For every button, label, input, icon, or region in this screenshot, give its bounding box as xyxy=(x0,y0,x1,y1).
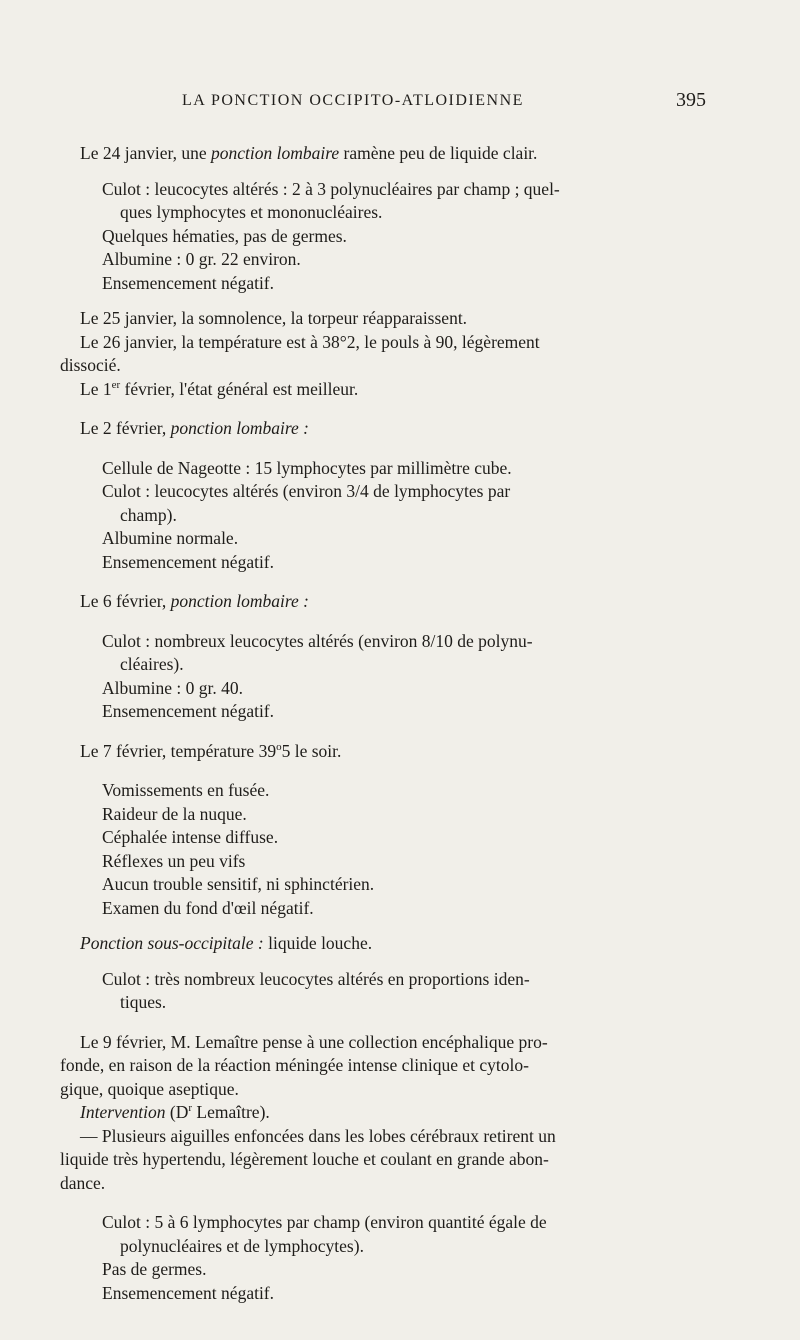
lab-line: Culot : très nombreux leucocytes altérés en proportions iden- xyxy=(102,968,530,989)
page-number: 395 xyxy=(676,89,706,111)
lab-line: Pas de germes. xyxy=(102,1259,207,1279)
lab-line: Cellule de Nageotte : 15 lymphocytes par millimètre cube. xyxy=(102,457,512,478)
paragraph-feb-6 xyxy=(80,590,696,614)
lab-line: Albumine : 0 gr. 40. xyxy=(102,677,243,698)
paragraph-jan-24 xyxy=(80,142,696,166)
text: Le 24 janvier, une xyxy=(80,143,211,163)
lab-line: Ensemencement négatif. xyxy=(102,272,275,293)
lab-block-1 xyxy=(80,178,696,296)
symptom-line: Réflexes un peu vifs xyxy=(102,850,246,871)
lab-line: Ensemencement négatif. xyxy=(102,551,275,572)
lab-line: polynucléaires et de lymphocytes). xyxy=(120,1235,364,1256)
lab-block-3 xyxy=(80,630,696,724)
italic-text: Intervention xyxy=(80,1102,166,1122)
paragraph-jan-25: Le 25 janvier, la somnolence, la torpeur réapparaissent. xyxy=(80,308,468,328)
lab-line: champ). xyxy=(120,504,177,525)
symptom-line: Examen du fond d'œil négatif. xyxy=(102,897,314,918)
lab-block-4 xyxy=(80,968,696,1015)
text: Le 7 février, température 39 xyxy=(80,740,277,761)
symptom-line: Céphalée intense diffuse. xyxy=(102,827,279,847)
superscript: er xyxy=(111,378,121,391)
italic-text: ponction lombaire xyxy=(211,143,340,163)
text: ramène peu de liquide clair. xyxy=(339,143,538,163)
lab-line: ques lymphocytes et mononucléaires. xyxy=(120,202,383,222)
superscript: o xyxy=(276,740,282,753)
text: (D xyxy=(165,1102,189,1122)
lab-line: Culot : leucocytes altérés (environ 3/4 de lymphocytes par xyxy=(102,481,511,501)
italic-text: Ponction sous-occipitale : xyxy=(80,933,264,953)
paragraph-suboccipital xyxy=(80,932,696,956)
text: Le 1 xyxy=(80,378,112,399)
paragraph-needles-cont: liquide très hypertendu, légèrement louche et coulant en grande abon- xyxy=(60,1149,549,1169)
text: 5 le soir. xyxy=(281,740,342,761)
lab-line: Culot : 5 à 6 lymphocytes par champ (environ quantité égale de xyxy=(102,1212,547,1232)
lab-line: Ensemencement négatif. xyxy=(102,1282,275,1303)
symptom-block xyxy=(80,779,696,920)
page-body xyxy=(60,142,696,1305)
paragraph-feb-9-cont: gique, quoique aseptique. xyxy=(60,1078,239,1099)
symptom-line: Aucun trouble sensitif, ni sphinctérien. xyxy=(102,874,375,894)
paragraph-needles-cont: dance. xyxy=(60,1172,106,1193)
lab-line: cléaires). xyxy=(120,654,184,674)
paragraph-feb-7 xyxy=(80,740,696,764)
lab-block-5 xyxy=(80,1211,696,1305)
lab-line: Albumine normale. xyxy=(102,528,239,548)
symptom-line: Raideur de la nuque. xyxy=(102,803,247,824)
lab-line: Culot : leucocytes altérés : 2 à 3 polynucléaires par champ ; quel- xyxy=(102,178,560,199)
symptom-line: Vomissements en fusée. xyxy=(102,780,270,800)
text: Le 6 février, xyxy=(80,591,171,611)
text: liquide louche. xyxy=(263,933,373,953)
paragraph-feb-1 xyxy=(80,378,696,402)
lab-line: Albumine : 0 gr. 22 environ. xyxy=(102,249,301,269)
superscript: r xyxy=(188,1102,193,1115)
paragraph-feb-9-cont: fonde, en raison de la réaction méningée intense clinique et cytolo- xyxy=(60,1055,529,1075)
paragraph-jan-26: Le 26 janvier, la température est à 38°2, le pouls à 90, légèrement xyxy=(80,331,540,352)
text: Le 2 février, xyxy=(80,418,171,438)
paragraph-feb-2 xyxy=(80,417,696,441)
text: février, l'état général est meilleur. xyxy=(120,378,359,399)
paragraph-jan-26-cont: dissocié. xyxy=(60,355,121,375)
lab-line: tiques. xyxy=(120,992,167,1012)
lab-line: Quelques hématies, pas de germes. xyxy=(102,225,347,246)
lab-line: Ensemencement négatif. xyxy=(102,701,275,721)
paragraph-feb-9: Le 9 février, M. Lemaître pense à une collection encéphalique pro- xyxy=(80,1031,548,1052)
running-title: LA PONCTION OCCIPITO-ATLOIDIENNE xyxy=(182,92,524,109)
lab-block-2 xyxy=(80,457,696,575)
italic-text: ponction lombaire : xyxy=(170,418,309,438)
page-header xyxy=(182,89,706,111)
paragraph-needles: — Plusieurs aiguilles enfoncées dans les lobes cérébraux retirent un xyxy=(80,1125,556,1146)
lab-line: Culot : nombreux leucocytes altérés (environ 8/10 de polynu- xyxy=(102,630,533,651)
paragraph-intervention xyxy=(80,1101,696,1125)
italic-text: ponction lombaire : xyxy=(170,591,309,611)
text: Lemaître). xyxy=(192,1102,270,1122)
